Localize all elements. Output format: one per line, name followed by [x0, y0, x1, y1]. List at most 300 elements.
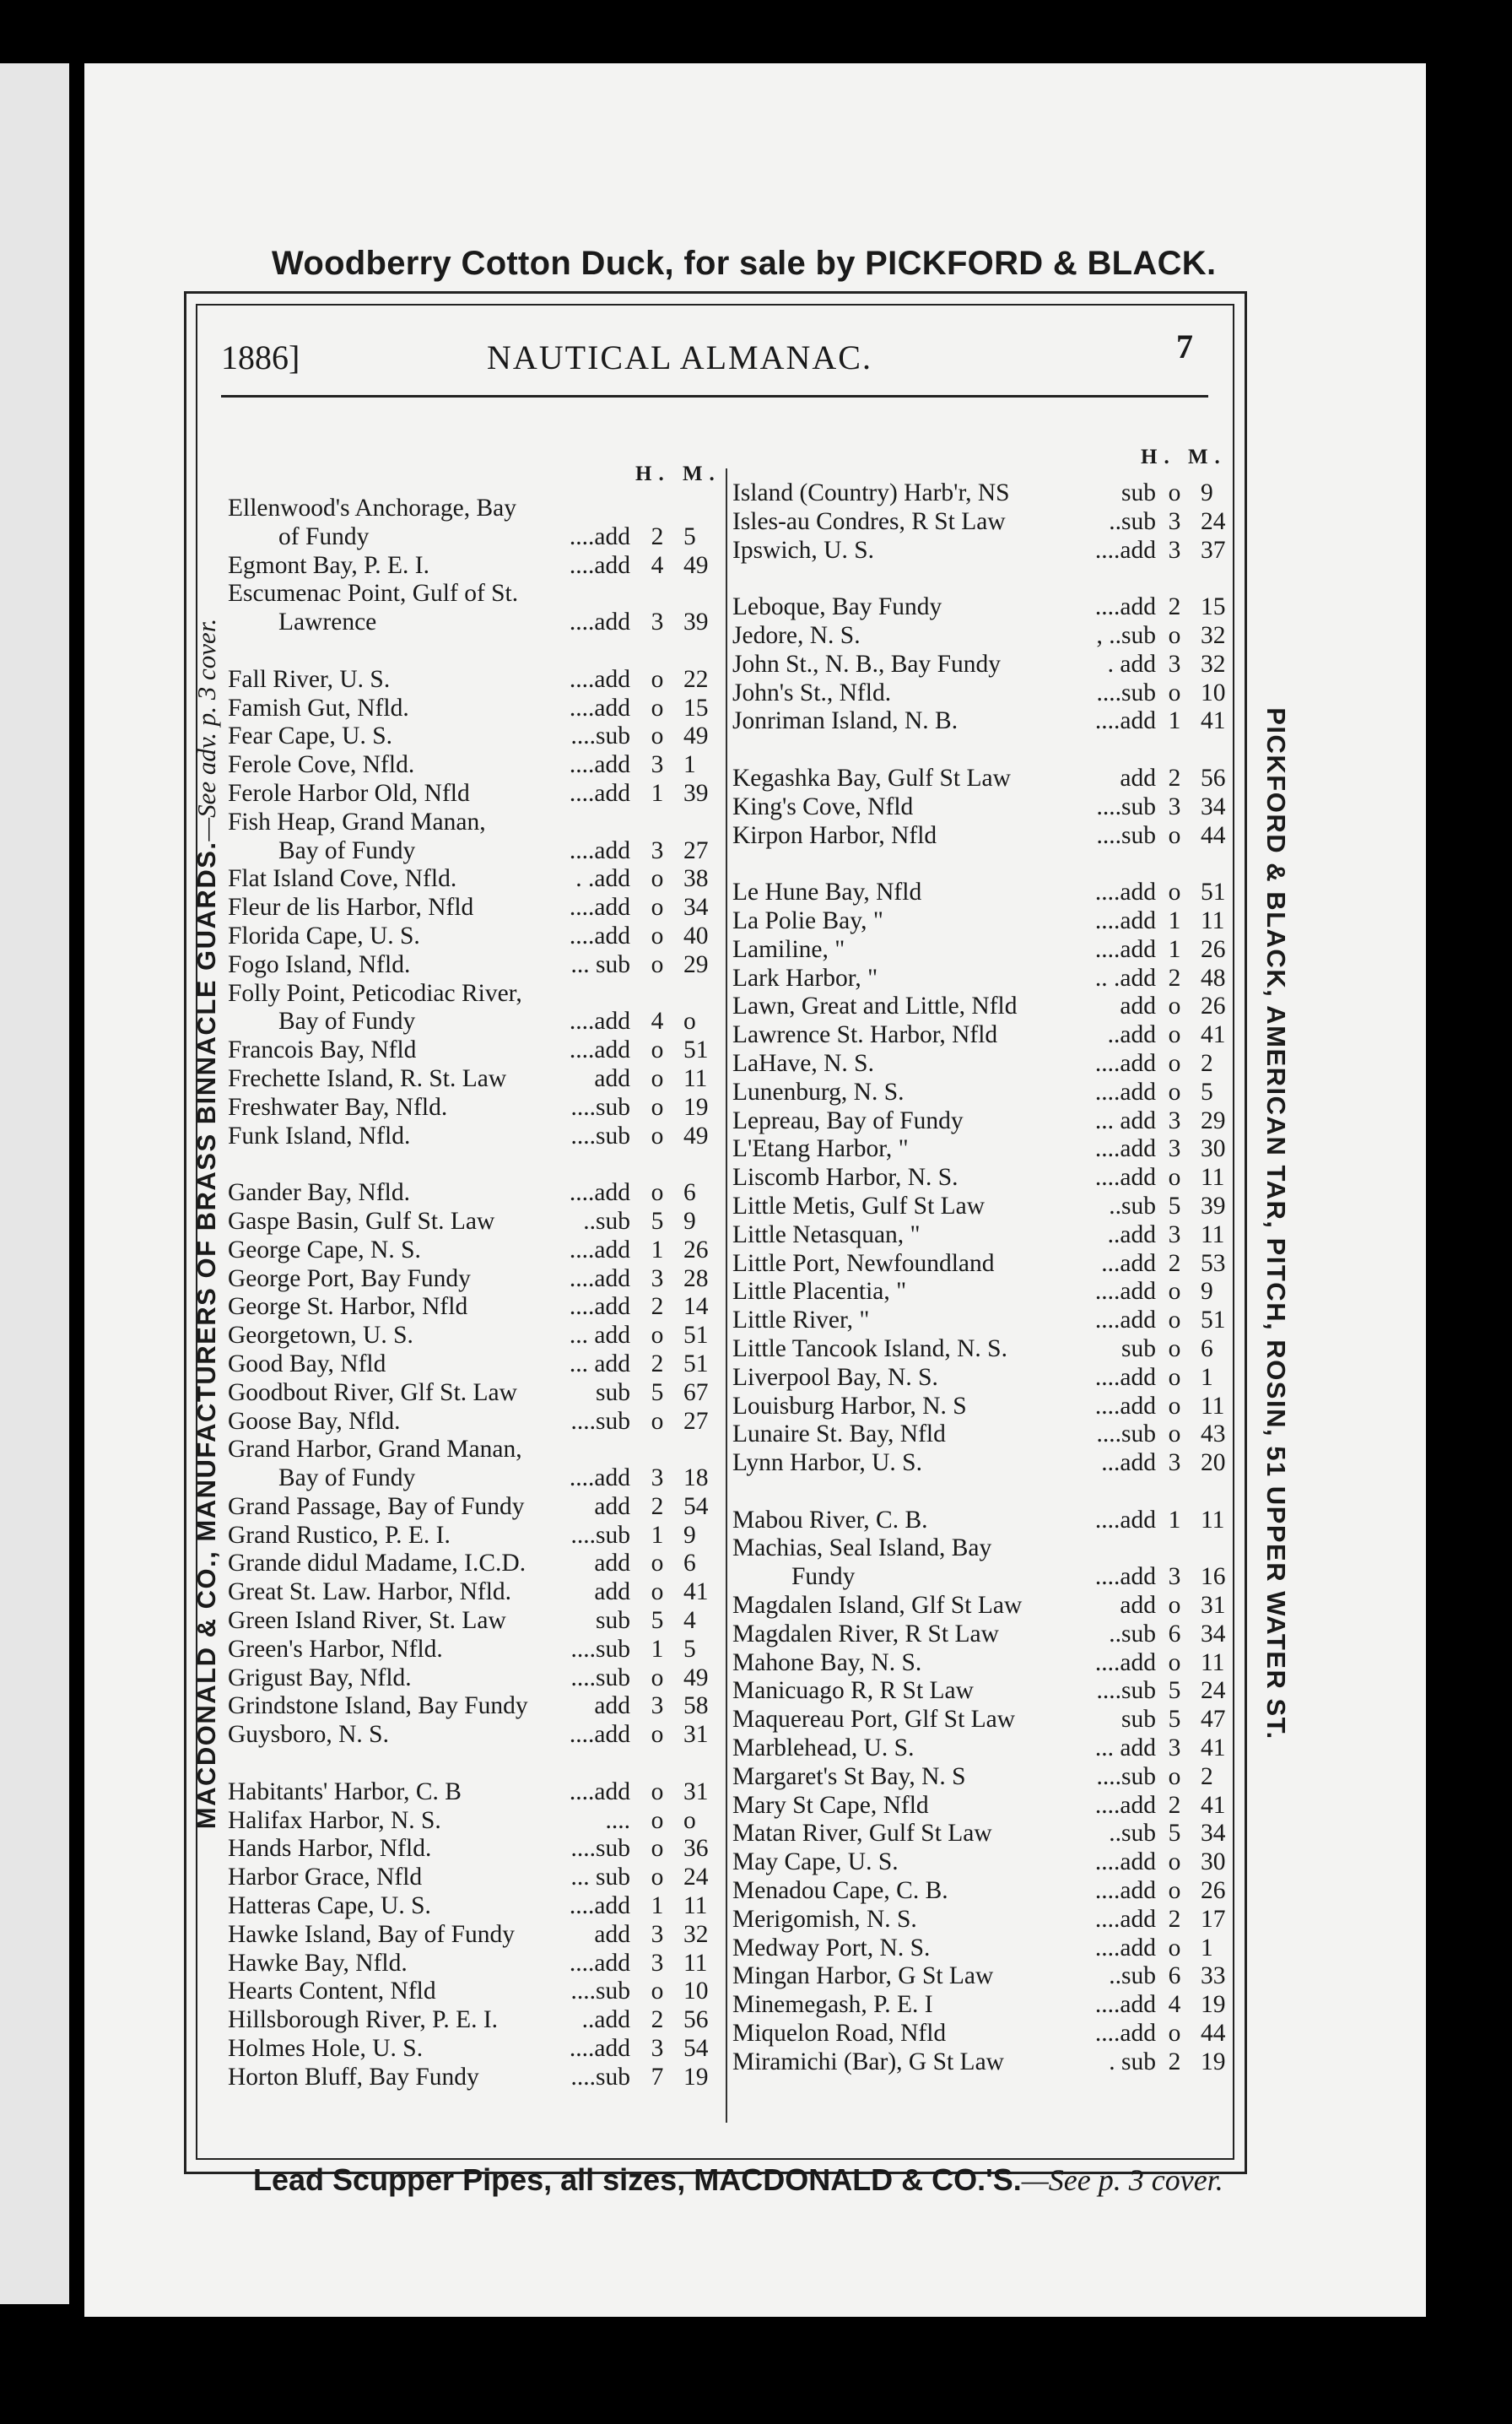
minutes-value: 41: [683, 1578, 709, 1606]
hours-value: o: [651, 1036, 664, 1064]
correction-op: ....add: [569, 522, 630, 550]
hours-value: 3: [1168, 507, 1181, 535]
bottom-ad-text: Lead Scupper Pipes, all sizes, MACDONALD & CO.'S.: [253, 2162, 1022, 2197]
place-name: Medway Port, N. S.: [732, 1934, 931, 1961]
correction-op: ..sub: [1109, 1620, 1156, 1648]
correction-op: ....add: [569, 1264, 630, 1292]
place-entry: [228, 1692, 721, 1721]
correction-op: ....sub: [1096, 1677, 1156, 1705]
minutes-value: 54: [683, 1492, 709, 1520]
place-entry: [228, 923, 721, 951]
place-name: Mabou River, C. B.: [732, 1506, 928, 1534]
left-column: [228, 495, 721, 2092]
minutes-value: 34: [1201, 1820, 1226, 1848]
minutes-value: 29: [683, 950, 709, 978]
place-name: Guysboro, N. S.: [228, 1721, 389, 1749]
place-name: Ferole Cove, Nfld.: [228, 751, 415, 779]
place-name: Grand Harbor, Grand Manan,: [228, 1436, 522, 1464]
place-entry: [228, 1293, 721, 1322]
minutes-value: 16: [1201, 1563, 1226, 1591]
minutes-value: 2: [1201, 1049, 1213, 1077]
place-name: Hatteras Cape, U. S.: [228, 1892, 431, 1920]
place-entry: [228, 609, 721, 637]
place-entry: [228, 722, 721, 751]
minutes-value: 26: [1201, 1877, 1226, 1905]
minutes-value: 11: [1201, 906, 1225, 934]
left-side-ad-text: MACDONALD & CO., MANUFACTURERS OF BRASS BINNACLE GUARDS.: [192, 841, 221, 1830]
correction-op: ....add: [1094, 1307, 1156, 1334]
correction-op: ... add: [569, 1322, 630, 1350]
hours-value: 6: [1168, 1962, 1181, 1990]
place-name: La Polie Bay, ": [732, 906, 883, 934]
place-entry: [732, 707, 1282, 736]
hours-value: 3: [1168, 793, 1181, 820]
minutes-value: 56: [683, 2006, 709, 2034]
minutes-value: 15: [1201, 593, 1226, 621]
place-entry: [228, 1065, 721, 1094]
place-entry: [732, 1734, 1282, 1763]
place-name: Holmes Hole, U. S.: [228, 2035, 424, 2063]
minutes-value: 41: [1201, 1021, 1226, 1049]
hours-value: 1: [651, 1635, 664, 1663]
hours-value: 2: [1168, 1905, 1181, 1933]
hours-value: 3: [651, 1949, 664, 1977]
hours-value: o: [1168, 1420, 1181, 1448]
hours-value: 3: [651, 2035, 664, 2063]
minutes-value: 44: [1201, 821, 1226, 849]
minutes-value: 36: [683, 1835, 709, 1863]
place-name: Maquereau Port, Glf St Law: [732, 1706, 1016, 1734]
correction-op: ..sub: [1109, 1820, 1156, 1848]
minutes-value: 41: [1201, 707, 1226, 735]
place-entry: [732, 1135, 1282, 1164]
place-entry: [732, 936, 1282, 965]
place-name: Magdalen Island, Glf St Law: [732, 1592, 1023, 1620]
correction-op: add: [594, 1492, 630, 1520]
place-entry: [228, 2035, 721, 2064]
place-entry: [228, 1950, 721, 1978]
correction-op: ....add: [569, 551, 630, 579]
place-name: Fish Heap, Grand Manan,: [228, 808, 486, 836]
minutes-value: 26: [683, 1236, 709, 1263]
hours-value: 5: [651, 1207, 664, 1235]
minutes-value: 22: [683, 665, 709, 693]
place-name: Fear Cape, U. S.: [228, 722, 392, 750]
correction-op: ..add: [1107, 1021, 1156, 1049]
correction-op: ....sub: [1096, 1762, 1156, 1790]
place-entry: [228, 1864, 721, 1892]
minutes-value: 5: [683, 1635, 696, 1663]
hours-value: o: [1168, 621, 1181, 649]
minutes-value: 27: [683, 1407, 709, 1435]
minutes-value: 11: [683, 1892, 708, 1920]
correction-op: ....add: [1094, 1905, 1156, 1933]
place-entry: [228, 751, 721, 780]
correction-op: sub: [596, 1607, 630, 1635]
place-entry: [228, 837, 721, 866]
place-name: Little Metis, Gulf St Law: [732, 1192, 986, 1220]
place-name: Little Tancook Island, N. S.: [732, 1334, 1007, 1362]
place-name: Menadou Cape, C. B.: [732, 1877, 948, 1905]
minutes-value: 1: [1201, 1934, 1213, 1961]
minutes-value: 30: [1201, 1848, 1226, 1876]
place-entry: [228, 1607, 721, 1636]
correction-op: ..sub: [583, 1207, 630, 1235]
place-entry: [228, 1208, 721, 1236]
hours-value: 3: [651, 836, 664, 864]
minutes-value: 31: [683, 1777, 709, 1805]
place-name: Ellenwood's Anchorage, Bay: [228, 495, 517, 522]
correction-op: . add: [1107, 650, 1156, 678]
page-number: 7: [1176, 327, 1193, 365]
minutes-value: 49: [683, 1664, 709, 1691]
correction-op: ....add: [1094, 1506, 1156, 1534]
hours-value: 5: [1168, 1192, 1181, 1220]
place-name: Goodbout River, Glf St. Law: [228, 1378, 517, 1406]
hours-value: o: [1168, 1363, 1181, 1391]
place-name: Harbor Grace, Nfld: [228, 1864, 423, 1891]
minutes-value: o: [683, 1806, 696, 1834]
correction-op: ....sub: [570, 1835, 630, 1863]
hours-value: 1: [1168, 1506, 1181, 1534]
place-name: Little Netasquan, ": [732, 1220, 921, 1248]
minutes-value: 51: [1201, 1307, 1226, 1334]
place-entry: [732, 793, 1282, 822]
minutes-value: 40: [683, 922, 709, 950]
hours-value: 3: [1168, 536, 1181, 564]
hours-value: o: [651, 1777, 664, 1805]
place-name: Jonriman Island, N. B.: [732, 707, 958, 735]
place-name: Ipswich, U. S.: [732, 536, 874, 564]
minutes-value: 48: [1201, 964, 1226, 992]
correction-op: ....add: [1094, 879, 1156, 906]
minutes-value: 49: [683, 722, 709, 750]
header-rule: [221, 395, 1208, 398]
place-name: Miramichi (Bar), G St Law: [732, 2048, 1004, 2075]
place-name: Fogo Island, Nfld.: [228, 950, 411, 978]
place-entry: [732, 1906, 1282, 1934]
correction-op: ....add: [569, 1236, 630, 1263]
place-name: Lamiline, ": [732, 935, 845, 963]
hours-value: o: [1168, 879, 1181, 906]
entry-gap: [732, 565, 1282, 593]
correction-op: ....add: [569, 894, 630, 922]
place-entry: [228, 1008, 721, 1036]
correction-op: ....add: [569, 836, 630, 864]
minutes-value: 34: [1201, 793, 1226, 820]
hours-value: 3: [1168, 1449, 1181, 1477]
hours-value: o: [651, 1864, 664, 1891]
place-name: George St. Harbor, Nfld: [228, 1293, 468, 1321]
place-entry: [228, 695, 721, 723]
place-name: Lunaire St. Bay, Nfld: [732, 1420, 946, 1448]
place-name: Fall River, U. S.: [228, 665, 391, 693]
place-entry: [732, 1962, 1282, 1991]
place-name: Matan River, Gulf St Law: [732, 1820, 992, 1848]
minutes-value: 39: [683, 609, 709, 636]
place-name: Freshwater Bay, Nfld.: [228, 1093, 448, 1121]
left-side-ad-ref: —See adv. p. 3 cover.: [192, 618, 221, 841]
place-name: Jedore, N. S.: [732, 621, 861, 649]
place-entry: [732, 1364, 1282, 1393]
minutes-value: 10: [1201, 679, 1226, 706]
place-name: Louisburg Harbor, N. S: [732, 1392, 967, 1420]
minutes-value: 39: [683, 779, 709, 807]
correction-op: ....sub: [570, 1093, 630, 1121]
place-entry: [228, 1522, 721, 1550]
place-entry: [732, 1250, 1282, 1279]
correction-op: ....add: [1094, 1877, 1156, 1905]
place-entry: [228, 1408, 721, 1437]
hours-value: o: [1168, 1592, 1181, 1620]
correction-op: ....sub: [570, 1521, 630, 1549]
place-entry: [732, 1820, 1282, 1848]
entry-gap: [228, 1750, 721, 1778]
correction-op: add: [1120, 764, 1156, 792]
place-name: Island (Country) Harb'r, NS: [732, 479, 1010, 506]
correction-op: add: [594, 1064, 630, 1092]
place-name: Bay of Fundy: [278, 1464, 416, 1492]
minutes-value: 11: [1201, 1648, 1225, 1676]
column-divider: [726, 468, 727, 2123]
hours-value: 7: [651, 2063, 664, 2091]
correction-op: .. .add: [1094, 964, 1156, 992]
minutes-value: 4: [683, 1607, 696, 1635]
minutes-value: 44: [1201, 2020, 1226, 2048]
place-name: Lawn, Great and Little, Nfld: [732, 993, 1018, 1020]
hours-value: o: [651, 922, 664, 950]
top-advertisement: Woodberry Cotton Duck, for sale by PICKFORD & BLACK.: [272, 245, 1217, 282]
correction-op: add: [594, 1578, 630, 1606]
correction-op: ....add: [569, 665, 630, 693]
place-name: Isles-au Condres, R St Law: [732, 507, 1006, 535]
correction-op: . sub: [1109, 2048, 1156, 2075]
place-name: George Port, Bay Fundy: [228, 1264, 471, 1292]
minutes-value: 31: [1201, 1592, 1226, 1620]
place-entry: [732, 508, 1282, 537]
hours-value: 3: [1168, 1106, 1181, 1134]
minutes-value: 11: [1201, 1164, 1225, 1192]
place-entry: [228, 1921, 721, 1950]
place-entry: [732, 1706, 1282, 1734]
minutes-value: 37: [1201, 536, 1226, 564]
correction-op: ....sub: [570, 1978, 630, 2005]
place-entry: [732, 1193, 1282, 1221]
place-entry: [732, 1221, 1282, 1250]
left-hm-header: [635, 463, 721, 486]
place-entry: [732, 1792, 1282, 1821]
place-name: Marblehead, U. S.: [732, 1734, 915, 1762]
hours-value: o: [1168, 993, 1181, 1020]
minutes-value: 51: [1201, 879, 1226, 906]
hours-value: o: [1168, 1021, 1181, 1049]
entry-gap: [732, 736, 1282, 765]
place-name: of Fundy: [278, 522, 370, 550]
place-name: Merigomish, N. S.: [732, 1905, 917, 1933]
hours-value: o: [1168, 1392, 1181, 1420]
hours-value: o: [651, 1122, 664, 1150]
place-entry: [228, 780, 721, 809]
place-entry: [228, 1835, 721, 1864]
correction-op: ....add: [569, 1892, 630, 1920]
right-hm-header: [1141, 446, 1227, 469]
correction-op: sub: [1121, 1334, 1156, 1362]
minutes-value: 5: [1201, 1078, 1213, 1106]
correction-op: ....add: [569, 2035, 630, 2063]
place-name: L'Etang Harbor, ": [732, 1135, 909, 1163]
minutes-value: 6: [1201, 1334, 1213, 1362]
correction-op: ....add: [1094, 1848, 1156, 1876]
correction-op: ....sub: [570, 1635, 630, 1663]
place-entry: [228, 1436, 721, 1464]
correction-op: ....add: [569, 751, 630, 779]
place-entry: [228, 894, 721, 923]
minutes-value: 9: [1201, 479, 1213, 506]
place-entry: [732, 1649, 1282, 1678]
place-name: Gander Bay, Nfld.: [228, 1179, 410, 1207]
minutes-value: 18: [683, 1464, 709, 1492]
minutes-value: o: [683, 1008, 696, 1036]
hours-value: o: [651, 1806, 664, 1834]
place-entry: [732, 1507, 1282, 1535]
minutes-value: 53: [1201, 1249, 1226, 1277]
hours-value: o: [651, 894, 664, 922]
place-name: Hawke Bay, Nfld.: [228, 1949, 408, 1977]
place-entry: [228, 495, 721, 523]
place-name: Lawrence: [278, 609, 377, 636]
minutes-value: 43: [1201, 1420, 1226, 1448]
place-entry: [228, 2006, 721, 2035]
hours-value: 2: [1168, 1249, 1181, 1277]
hours-value: 2: [651, 1350, 664, 1377]
place-entry: [228, 980, 721, 1009]
place-entry: [732, 765, 1282, 793]
place-name: Mahone Bay, N. S.: [732, 1648, 922, 1676]
place-name: Machias, Seal Island, Bay: [732, 1534, 992, 1562]
minutes-value: 28: [683, 1264, 709, 1292]
correction-op: ..add: [581, 2006, 630, 2034]
hours-value: 3: [651, 1920, 664, 1948]
minutes-value: 19: [1201, 1991, 1226, 2019]
adjacent-page-edge: [0, 63, 69, 2304]
correction-op: ..sub: [1109, 1192, 1156, 1220]
correction-op: ....add: [1094, 906, 1156, 934]
place-entry: [228, 1493, 721, 1522]
hours-value: 1: [1168, 935, 1181, 963]
minutes-value: 32: [1201, 650, 1226, 678]
place-entry: [732, 622, 1282, 651]
correction-op: ...add: [1101, 1249, 1156, 1277]
hours-value: 6: [1168, 1620, 1181, 1648]
place-entry: [732, 1991, 1282, 2020]
minutes-value: 54: [683, 2035, 709, 2063]
hours-value: 3: [1168, 1563, 1181, 1591]
place-name: Escumenac Point, Gulf of St.: [228, 580, 519, 608]
minutes-value: 9: [1201, 1278, 1213, 1306]
hours-value: o: [1168, 1078, 1181, 1106]
correction-op: add: [1120, 993, 1156, 1020]
minutes-value: 26: [1201, 935, 1226, 963]
minutes-value: 38: [683, 865, 709, 893]
place-name: May Cape, U. S.: [732, 1848, 899, 1876]
hours-value: 2: [651, 1293, 664, 1321]
place-entry: [228, 2064, 721, 2092]
place-name: Frechette Island, R. St. Law: [228, 1064, 507, 1092]
place-entry: [228, 523, 721, 552]
correction-op: add: [594, 1920, 630, 1948]
place-name: LaHave, N. S.: [732, 1049, 874, 1077]
place-name: Habitants' Harbor, C. B: [228, 1777, 462, 1805]
entry-gap: [732, 1478, 1282, 1507]
right-column: [732, 479, 1282, 2077]
place-entry: [228, 1578, 721, 1607]
place-name: Little Port, Newfoundland: [732, 1249, 995, 1277]
place-entry: [228, 1265, 721, 1294]
minutes-value: 34: [1201, 1620, 1226, 1648]
correction-op: ....sub: [1096, 679, 1156, 706]
hours-value: o: [651, 665, 664, 693]
place-name: Halifax Harbor, N. S.: [228, 1806, 441, 1834]
place-name: Egmont Bay, P. E. I.: [228, 551, 429, 579]
correction-op: ....add: [1094, 1135, 1156, 1163]
place-entry: [228, 1721, 721, 1750]
minutes-value: 1: [683, 751, 696, 779]
place-name: Green's Harbor, Nfld.: [228, 1635, 443, 1663]
place-name: Kegashka Bay, Gulf St Law: [732, 764, 1011, 792]
place-entry: [732, 1677, 1282, 1706]
correction-op: ....add: [569, 1179, 630, 1207]
minutes-value: 39: [1201, 1192, 1226, 1220]
hours-value: o: [651, 1578, 664, 1606]
minutes-value: 51: [683, 1036, 709, 1064]
hours-value: 3: [651, 1264, 664, 1292]
hours-value: o: [651, 1064, 664, 1092]
minutes-value: 31: [683, 1721, 709, 1749]
place-entry: [228, 1807, 721, 1836]
hours-value: 5: [651, 1378, 664, 1406]
place-entry: [732, 1335, 1282, 1364]
place-name: Mary St Cape, Nfld: [732, 1791, 929, 1819]
entry-gap: [228, 637, 721, 666]
minutes-value: 49: [683, 551, 709, 579]
minutes-value: 20: [1201, 1449, 1226, 1477]
place-name: Grigust Bay, Nfld.: [228, 1664, 412, 1691]
place-entry: [228, 1350, 721, 1379]
minutes-value: 9: [683, 1207, 696, 1235]
hours-value: o: [651, 1721, 664, 1749]
place-name: Lawrence St. Harbor, Nfld: [732, 1021, 998, 1049]
minutes-value: 34: [683, 894, 709, 922]
correction-op: ....add: [1094, 1049, 1156, 1077]
correction-op: ....add: [569, 1721, 630, 1749]
left-minutes-header: M.: [682, 463, 721, 485]
minutes-value: 6: [683, 1179, 696, 1207]
place-name: Manicuago R, R St Law: [732, 1677, 974, 1705]
hours-value: 3: [1168, 650, 1181, 678]
place-entry: [732, 1534, 1282, 1563]
place-entry: [228, 1179, 721, 1208]
hours-value: 5: [1168, 1677, 1181, 1705]
place-name: Fundy: [791, 1563, 856, 1591]
hours-value: o: [651, 950, 664, 978]
place-name: Florida Cape, U. S.: [228, 922, 420, 950]
place-entry: [732, 679, 1282, 708]
hours-value: o: [651, 722, 664, 750]
place-entry: [732, 1592, 1282, 1621]
correction-op: ....sub: [570, 2063, 630, 2091]
place-entry: [732, 1420, 1282, 1449]
correction-op: ....add: [569, 922, 630, 950]
